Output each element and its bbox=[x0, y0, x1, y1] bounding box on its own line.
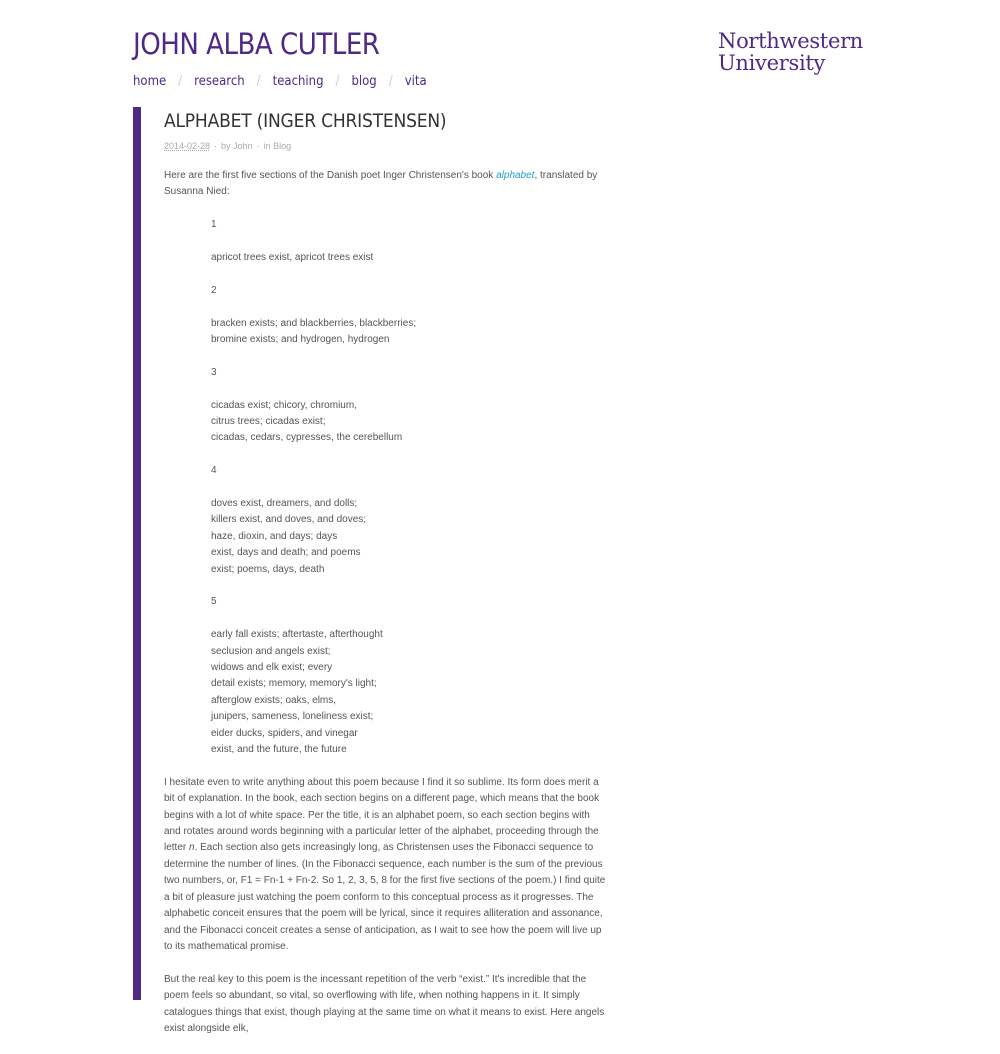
book-link[interactable]: alphabet bbox=[496, 170, 535, 181]
intro-paragraph: Here are the first five sections of the Danish poet Inger Christensen's book alphabet, translated by Susanna Nied: bbox=[164, 170, 598, 198]
post-body bbox=[164, 168, 608, 1037]
poem-line: killers exist, and doves, and doves; bbox=[211, 514, 367, 526]
in-label: in bbox=[263, 141, 271, 151]
post-title[interactable]: ALPHABET (INGER CHRISTENSEN) bbox=[164, 110, 447, 132]
section-number: 5 bbox=[211, 596, 217, 608]
commentary-paragraph-1: I hesitate even to write anything about this poem because I find it so sublime. Its form does merit a bit of explanation. In the book, each section begins on a different page, which means that the book begins with a lot of white space. Per the title, it is an alphabet poem, so each section begins with and rotates around words beginning with a particular letter of the alphabet, proceeding through the letter n. Each section also gets increasingly long, as Christensen uses the Fibonacci sequence to determine the number of lines. (In the Fibonacci sequence, each number is the sum of the previous two numbers, or, F1 = Fn-1 + Fn-2. So 1, 2, 3, 5, 8 for the first five sections of the poem.) I find quite a bit of pleasure just watching the poem conform to this conceptual process as it progresses. The alphabetic conceit ensures that the poem will be lyrical, since it requires alliteration and assonance, and the Fibonacci conceit creates a sense of anticipation, as I wait to see how the poem will live up to its mathematical promise. bbox=[164, 776, 606, 952]
nav-separator: / bbox=[178, 74, 183, 89]
poem-line: eider ducks, spiders, and vinegar bbox=[211, 727, 358, 739]
section-number: 4 bbox=[211, 465, 217, 477]
by-label: by bbox=[221, 141, 231, 151]
poem-line: widows and elk exist; every bbox=[211, 662, 333, 674]
poem-section bbox=[211, 463, 608, 578]
main-nav bbox=[133, 73, 427, 91]
nav-home[interactable]: home bbox=[133, 74, 167, 89]
nav-blog[interactable]: blog bbox=[351, 74, 377, 89]
poem-section bbox=[211, 365, 608, 447]
section-number: 3 bbox=[211, 366, 217, 378]
post-author[interactable]: John bbox=[233, 141, 253, 151]
poem-section bbox=[211, 283, 608, 349]
post-date[interactable]: 2014-02-28 bbox=[164, 141, 211, 151]
northwestern-logo[interactable] bbox=[718, 30, 863, 74]
section-number: 2 bbox=[211, 284, 217, 296]
poem-line: cicadas, cedars, cypresses, the cerebellum bbox=[211, 432, 403, 444]
nav-separator: / bbox=[388, 74, 393, 89]
poem-line: doves exist, dreamers, and dolls; bbox=[211, 498, 358, 509]
poem-line: exist; poems, days, death bbox=[211, 563, 325, 575]
commentary-paragraph-2: But the real key to this poem is the incessant repetition of the verb “exist.” It's incredible that the poem feels so abundant, so vital, so overflowing with life, when nothing happens in it. It simply catalogues things that exist, though playing at the same time on what it means to exist. Here angels exist alongside elk, bbox=[164, 973, 605, 1034]
poem-line: apricot trees exist, apricot trees exist bbox=[211, 252, 374, 263]
poem-line: bracken exists; and blackberries, blackberries; bbox=[211, 317, 417, 329]
poem-line: detail exists; memory, memory's light; bbox=[211, 678, 377, 690]
logo-line-1: Northwestern bbox=[718, 29, 864, 53]
poem bbox=[211, 217, 608, 758]
poem-line: cicadas exist; chicory, chromium, bbox=[211, 399, 357, 411]
poem-line: early fall exists; aftertaste, afterthought bbox=[211, 629, 383, 641]
poem-line: exist, days and death; and poems bbox=[211, 547, 361, 559]
blog-post bbox=[164, 108, 608, 1054]
nav-teaching[interactable]: teaching bbox=[272, 74, 324, 89]
poem-line: bromine exists; and hydrogen, hydrogen bbox=[211, 334, 390, 345]
site-title[interactable]: JOHN ALBA CUTLER bbox=[133, 27, 380, 61]
poem-line: haze, dioxin, and days; days bbox=[211, 530, 338, 542]
poem-line: junipers, sameness, loneliness exist; bbox=[211, 711, 374, 723]
poem-section bbox=[211, 594, 608, 758]
nav-separator: / bbox=[335, 74, 340, 89]
content-accent-bar bbox=[133, 107, 141, 1000]
logo-line-2: University bbox=[718, 51, 826, 75]
poem-line: exist, and the future, the future bbox=[211, 744, 347, 756]
poem-section bbox=[211, 217, 608, 266]
poem-line: afterglow exists; oaks, elms, bbox=[211, 694, 337, 706]
post-meta: 2014-02-28 · by John · in Blog bbox=[164, 141, 292, 151]
section-number: 1 bbox=[211, 219, 217, 231]
post-category[interactable]: Blog bbox=[273, 141, 292, 151]
poem-line: seclusion and angels exist; bbox=[211, 645, 331, 657]
poem-line: citrus trees; cicadas exist; bbox=[211, 416, 326, 427]
nav-vita[interactable]: vita bbox=[404, 74, 427, 89]
nav-separator: / bbox=[256, 74, 261, 89]
nav-research[interactable]: research bbox=[194, 74, 245, 89]
